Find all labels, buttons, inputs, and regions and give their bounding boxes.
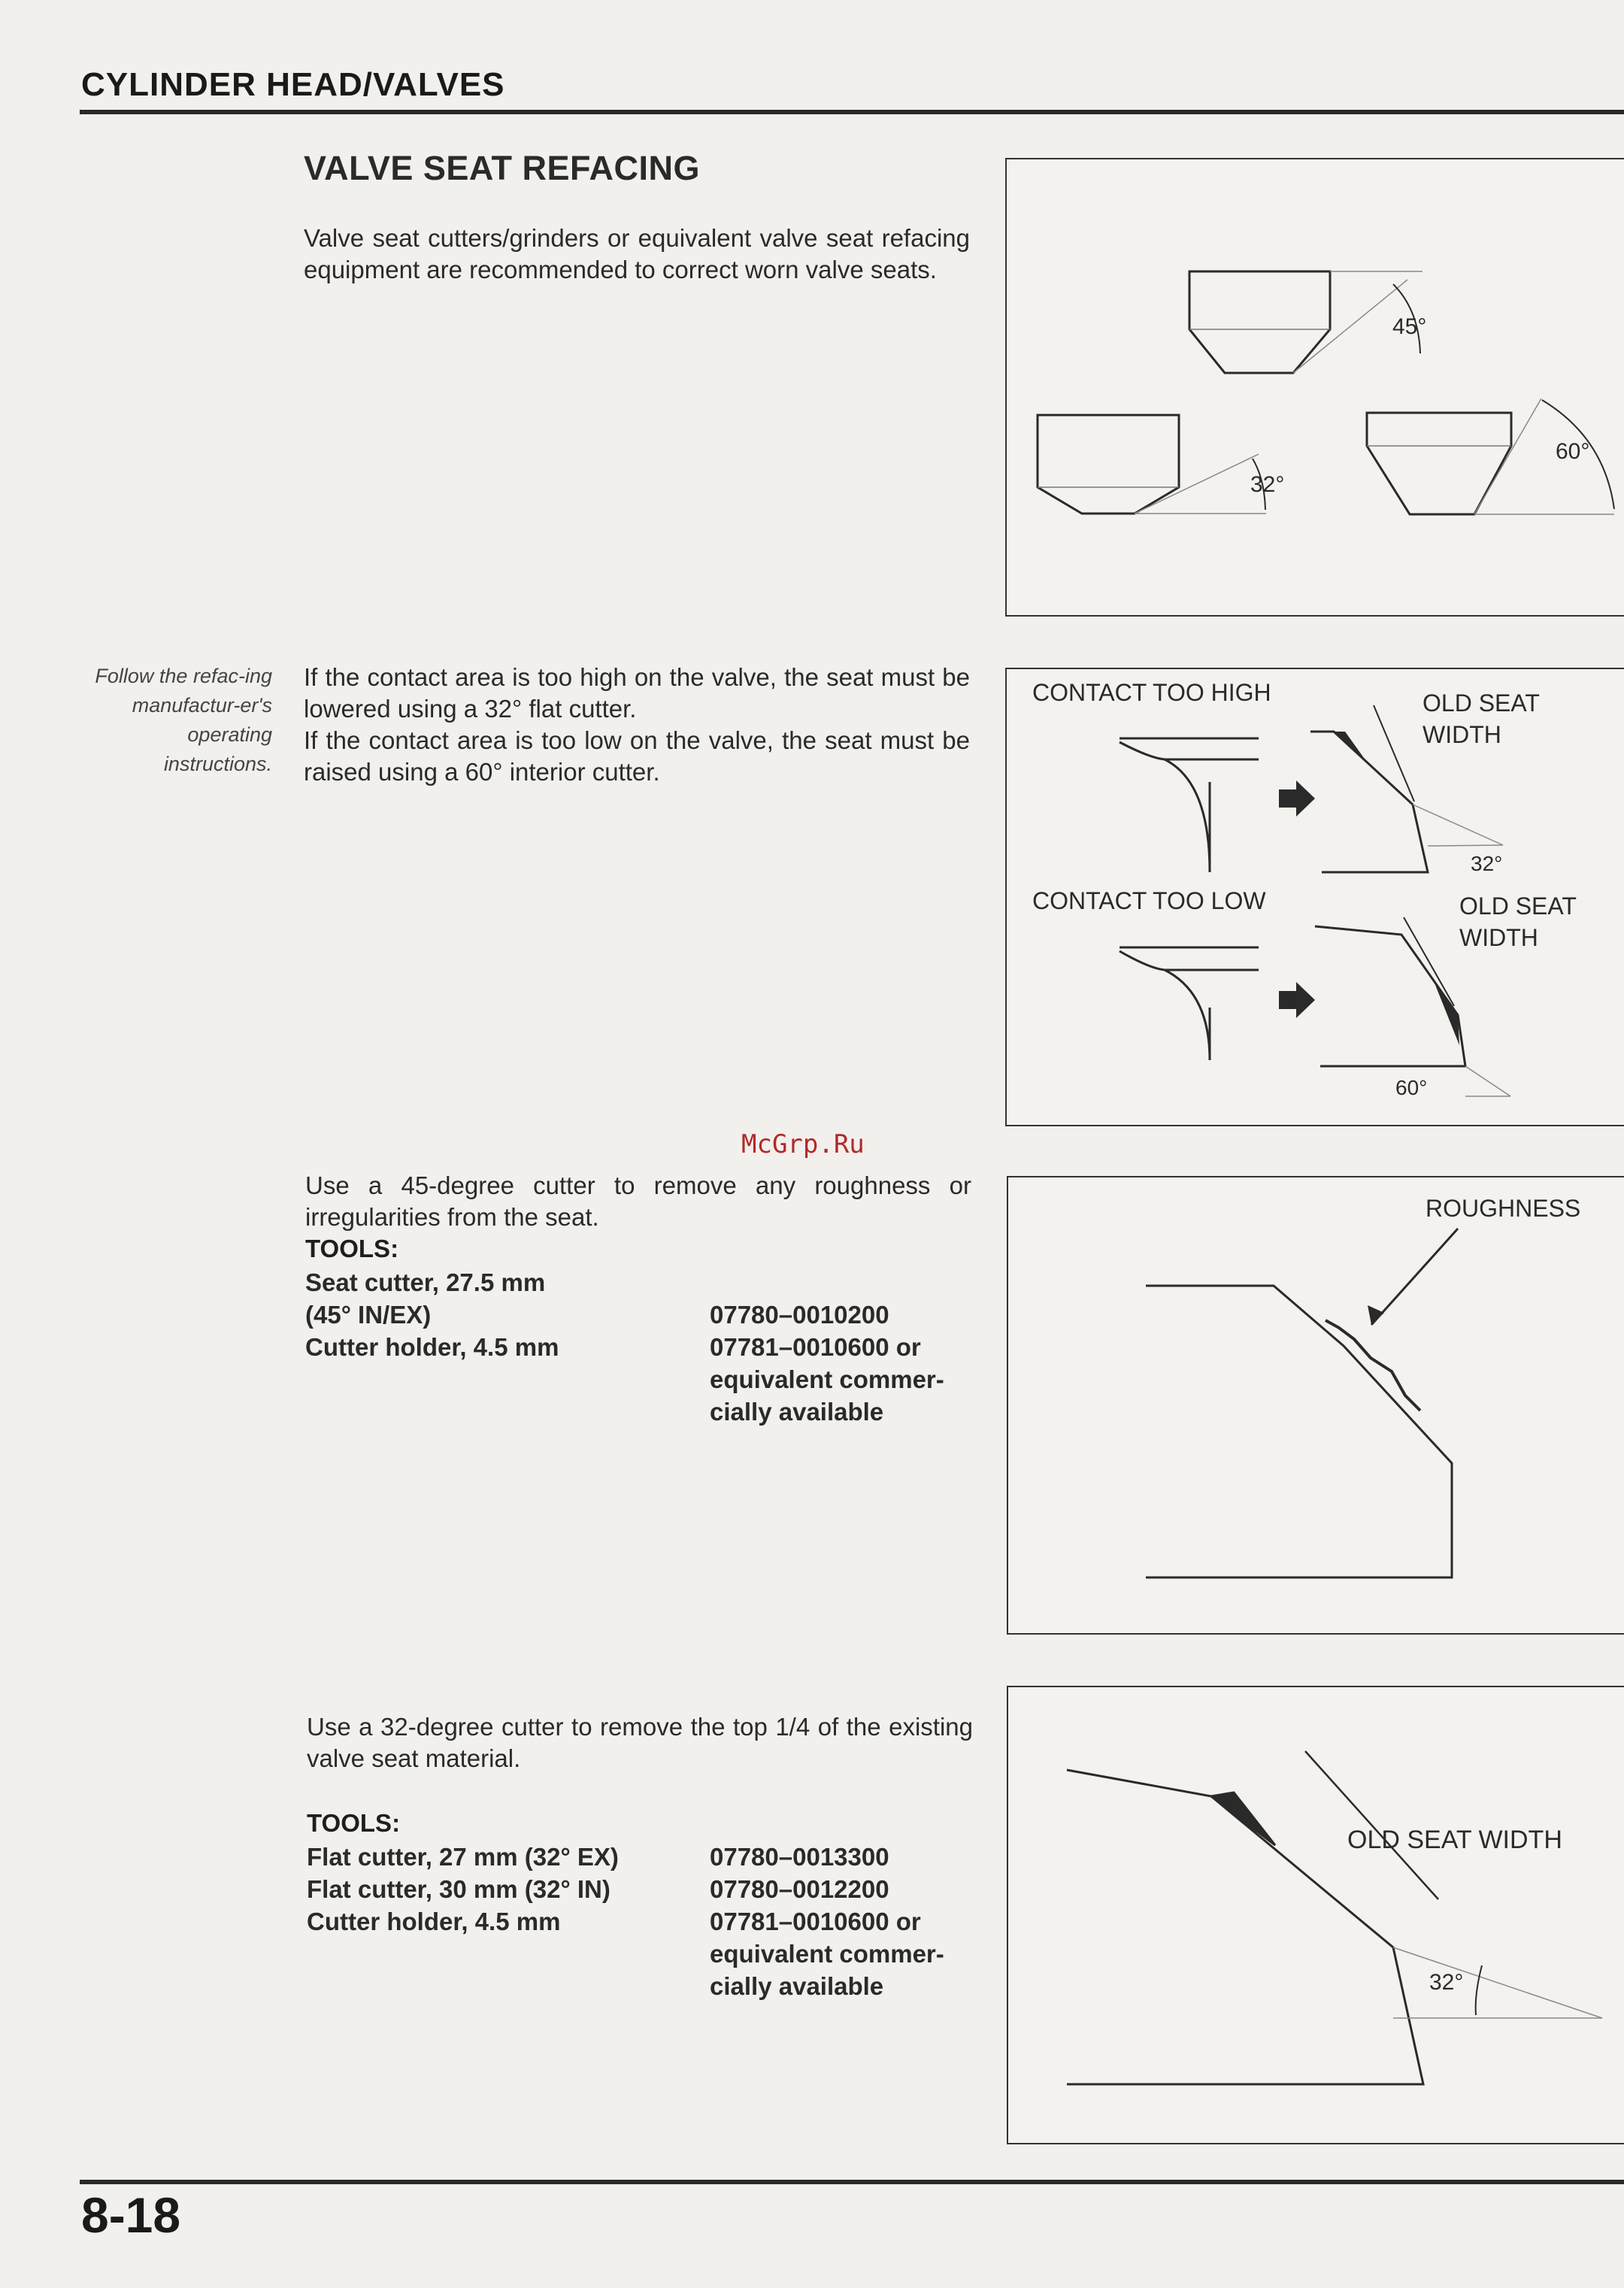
- page-title: VALVE SEAT REFACING: [304, 149, 701, 187]
- cutters-diagram: [1007, 159, 1624, 615]
- old-seat-label: OLD SEAT: [1459, 892, 1577, 920]
- contact-diagram: [1007, 669, 1624, 1125]
- tool-part: cially available: [710, 1972, 884, 2000]
- watermark: McGrp.Ru: [741, 1129, 865, 1159]
- tool-name: Cutter holder, 4.5 mm: [305, 1333, 559, 1361]
- width-label: WIDTH: [1423, 721, 1501, 748]
- page-number: 8-18: [81, 2187, 181, 2243]
- old-seat-diagram: [1008, 1687, 1624, 2143]
- footer-rule: [80, 2180, 1624, 2184]
- tool-part: cially available: [710, 1398, 884, 1426]
- arrow-icon: [1279, 780, 1315, 817]
- angle-32-label: 32°: [1429, 1970, 1464, 1995]
- cutter-60: [1367, 413, 1511, 514]
- old-seat-width-label: OLD SEAT WIDTH: [1347, 1826, 1562, 1854]
- figure-roughness: [1007, 1176, 1624, 1635]
- tool-name: (45° IN/EX): [305, 1301, 432, 1329]
- step32-tools-label: TOOLS:: [307, 1809, 401, 1837]
- side-note: Follow the refac-ing manufactur-er's operating instructions.: [95, 665, 272, 775]
- tool-part: 07781–0010600 or: [710, 1333, 921, 1361]
- old-seat-label: OLD SEAT: [1423, 689, 1540, 717]
- roughness-diagram: [1008, 1177, 1624, 1633]
- figure-contact: [1005, 668, 1624, 1126]
- tool-part: 07780–0013300: [710, 1843, 889, 1871]
- cutter-45: [1189, 271, 1330, 373]
- step45-text: Use a 45-degree cutter to remove any roughness or irregularities from the seat.: [305, 1171, 971, 1231]
- step32-text: Use a 32-degree cutter to remove the top 1/4 of the existing valve seat material.: [307, 1713, 973, 1772]
- angle-32-label: 32°: [1471, 852, 1503, 875]
- arrow-icon: [1279, 982, 1315, 1018]
- intro-paragraph: Valve seat cutters/grinders or equivalent valve seat refacing equipment are recommended to correct worn valve seats.: [304, 224, 970, 283]
- roughness-label: ROUGHNESS: [1426, 1195, 1581, 1222]
- angle-60-label: 60°: [1395, 1076, 1428, 1099]
- angle-32-label: 32°: [1250, 472, 1285, 497]
- figure-old-seat-width: [1007, 1686, 1624, 2144]
- contact-too-low-label: CONTACT TOO LOW: [1032, 887, 1266, 914]
- tool-part: equivalent commer-: [710, 1365, 944, 1393]
- cutter-32: [1038, 415, 1179, 514]
- tool-name: Cutter holder, 4.5 mm: [307, 1908, 561, 1935]
- figure-cutters: [1005, 158, 1624, 617]
- width-label: WIDTH: [1459, 924, 1538, 951]
- angle-45-label: 45°: [1392, 314, 1427, 339]
- contact-too-high-label: CONTACT TOO HIGH: [1032, 679, 1271, 706]
- tool-name: Flat cutter, 27 mm (32° EX): [307, 1843, 619, 1871]
- tool-part: 07781–0010600 or: [710, 1908, 921, 1935]
- header-rule: [80, 110, 1624, 114]
- angle-60-label: 60°: [1556, 439, 1590, 464]
- tool-part: 07780–0010200: [710, 1301, 889, 1329]
- step45-tools-label: TOOLS:: [305, 1235, 399, 1262]
- contact-paragraph-1: If the contact area is too high on the valve, the seat must be lowered using a 32° flat cutter.: [304, 663, 970, 723]
- tool-name: Flat cutter, 30 mm (32° IN): [307, 1875, 611, 1903]
- contact-paragraph-2: If the contact area is too low on the valve, the seat must be raised using a 60° interior cutter.: [304, 726, 970, 786]
- tool-part: 07780–0012200: [710, 1875, 889, 1903]
- tool-name: Seat cutter, 27.5 mm: [305, 1268, 546, 1296]
- section-header: CYLINDER HEAD/VALVES: [81, 66, 505, 103]
- tool-part: equivalent commer-: [710, 1940, 944, 1968]
